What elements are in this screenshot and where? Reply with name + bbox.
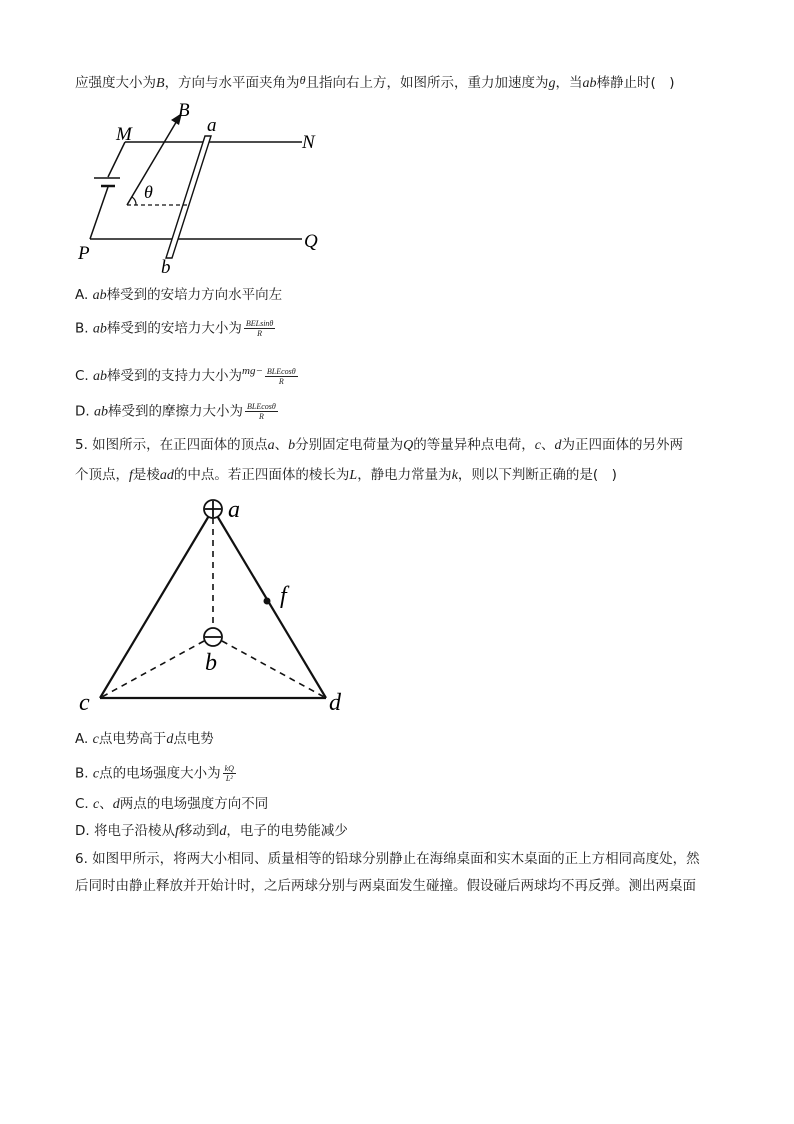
option-text: 、 bbox=[99, 796, 113, 812]
fraction bbox=[223, 764, 236, 783]
q4-option-c bbox=[75, 362, 298, 386]
q5-option-c bbox=[75, 795, 268, 814]
q5-text: 是棱 bbox=[132, 467, 160, 483]
q5-text: 、 bbox=[274, 437, 289, 453]
q5-option-a bbox=[75, 730, 214, 749]
label-Q: Q bbox=[304, 231, 318, 252]
edge-ad bbox=[213, 509, 326, 698]
q4-stem-var-g: g bbox=[548, 76, 556, 91]
q4-figure bbox=[70, 95, 340, 275]
option-label: C. bbox=[75, 368, 89, 384]
q5-text: ，静电力常量为 bbox=[357, 467, 452, 483]
option-text: 棒受到的安培力大小为 bbox=[106, 320, 242, 337]
option-label: A. bbox=[75, 287, 89, 303]
var-ab: ab bbox=[92, 321, 107, 337]
q5-stem-line1 bbox=[75, 436, 683, 455]
fraction-denominator: R bbox=[257, 329, 263, 338]
q5-text: 分别固定电荷量为 bbox=[295, 437, 404, 453]
option-label: D. bbox=[75, 403, 90, 420]
option-label: B. bbox=[75, 320, 89, 337]
label-b: b bbox=[161, 257, 171, 275]
q5-var: c bbox=[534, 438, 542, 453]
q4-stem-var-ab: ab bbox=[582, 76, 597, 91]
option-label: B. bbox=[75, 765, 89, 782]
q5-var: b bbox=[288, 438, 296, 453]
q5-figure bbox=[70, 490, 370, 720]
option-text: 点的电场强度大小为 bbox=[99, 765, 221, 782]
option-text: 两点的电场强度方向不同 bbox=[119, 796, 269, 812]
label-d: d bbox=[329, 690, 341, 716]
theta-arc bbox=[132, 197, 136, 205]
option-text: 棒受到的摩擦力大小为 bbox=[107, 403, 243, 420]
q4-option-d bbox=[75, 402, 278, 422]
fraction-denominator: R bbox=[258, 412, 264, 421]
label-P: P bbox=[78, 243, 90, 264]
q5-var: c bbox=[92, 732, 99, 747]
q5-var: d bbox=[166, 732, 174, 747]
option-label: A. bbox=[75, 731, 89, 747]
q5-var: c bbox=[92, 766, 100, 782]
fraction-numerator: BLEcosθ bbox=[266, 366, 296, 376]
fraction-denominator: R bbox=[278, 376, 284, 386]
option-text: 将电子沿棱从 bbox=[93, 823, 175, 839]
label-f: f bbox=[280, 583, 287, 609]
q5-option-d bbox=[75, 822, 348, 841]
q5-var: f bbox=[174, 824, 179, 839]
q4-stem-var-theta: θ bbox=[299, 73, 306, 87]
q5-var: k bbox=[451, 468, 458, 483]
q4-stem-text: ，当 bbox=[555, 75, 583, 91]
fraction-denominator: L² bbox=[225, 774, 233, 783]
option-text: 移动到 bbox=[178, 823, 220, 839]
edge-ac bbox=[100, 509, 213, 698]
q5-text: 的中点。若正四面体的棱长为 bbox=[173, 467, 350, 483]
label-b: b bbox=[205, 650, 217, 676]
q5-var: L bbox=[349, 468, 358, 483]
option-text: 点电势高于 bbox=[98, 731, 167, 747]
fraction bbox=[245, 402, 278, 421]
expression-prefix: mg− bbox=[242, 365, 263, 377]
q4-stem-text: ，方向与水平面夹角为 bbox=[164, 75, 300, 91]
option-label: C. bbox=[75, 796, 89, 812]
label-B: B bbox=[178, 100, 190, 121]
option-text: 棒受到的安培力方向水平向左 bbox=[106, 287, 283, 303]
label-M: M bbox=[116, 124, 132, 145]
fraction bbox=[265, 367, 298, 386]
fraction-numerator: BELsinθ bbox=[245, 319, 274, 328]
option-text: 点电势 bbox=[173, 731, 214, 747]
left-wire-lower bbox=[90, 187, 108, 239]
var-ab: ab bbox=[92, 288, 107, 303]
q4-option-b bbox=[75, 319, 275, 339]
label-theta: θ bbox=[144, 182, 153, 202]
q6-line2: 后同时由静止释放并开始计时，之后两球分别与两桌面发生碰撞。假设碰后两球均不再反弹。测出两桌面 bbox=[75, 878, 696, 894]
q5-text: 的等量异种点电荷， bbox=[413, 437, 535, 453]
var-ab: ab bbox=[93, 404, 108, 420]
q4-stem-text: 棒静止时( ) bbox=[596, 75, 675, 91]
q5-var: d bbox=[554, 438, 562, 453]
q4-option-a bbox=[75, 286, 282, 305]
fraction-numerator: kQ bbox=[224, 764, 234, 773]
q5-var: ad bbox=[159, 468, 174, 483]
option-text: 棒受到的支持力大小为 bbox=[107, 368, 243, 384]
midpoint-f-dot bbox=[264, 598, 271, 605]
q4-stem bbox=[75, 71, 675, 93]
label-a: a bbox=[228, 497, 240, 523]
var-ab: ab bbox=[93, 369, 108, 384]
option-label: D. bbox=[75, 823, 90, 839]
q5-text: 为正四面体的另外两 bbox=[561, 437, 684, 453]
q5-var: d bbox=[219, 824, 227, 839]
q5-stem-line2 bbox=[75, 466, 617, 485]
edge-bc-dashed bbox=[100, 641, 204, 698]
left-wire-upper bbox=[108, 142, 125, 177]
q5-var: a bbox=[267, 438, 275, 453]
q6-line1: 6. 如图甲所示，将两大小相同、质量相等的铅球分别静止在海绵桌面和实木桌面的正上方相同高度处，然 bbox=[75, 851, 700, 867]
label-c: c bbox=[79, 690, 90, 716]
label-N: N bbox=[302, 132, 315, 153]
q5-option-b bbox=[75, 764, 236, 784]
q4-stem-var-B: B bbox=[156, 76, 165, 91]
q5-var: f bbox=[129, 468, 133, 483]
label-a: a bbox=[207, 115, 217, 136]
q5-text: 5. 如图所示，在正四面体的顶点 bbox=[75, 437, 268, 453]
q5-var: c bbox=[93, 797, 100, 812]
q5-text: ，则以下判断正确的是( ) bbox=[457, 467, 617, 483]
fraction bbox=[244, 319, 276, 338]
q4-stem-text: 应强度大小为 bbox=[75, 75, 156, 91]
edge-bd-dashed bbox=[222, 641, 326, 698]
option-text: ，电子的电势能减少 bbox=[226, 823, 348, 839]
q5-text: 个顶点， bbox=[75, 467, 129, 483]
q5-text: 、 bbox=[541, 437, 555, 453]
q5-var: d bbox=[112, 797, 120, 812]
q5-var: Q bbox=[403, 438, 414, 453]
q4-stem-text: 且指向右上方，如图所示，重力加速度为 bbox=[305, 75, 549, 91]
fraction-numerator: BLEcosθ bbox=[246, 402, 276, 411]
